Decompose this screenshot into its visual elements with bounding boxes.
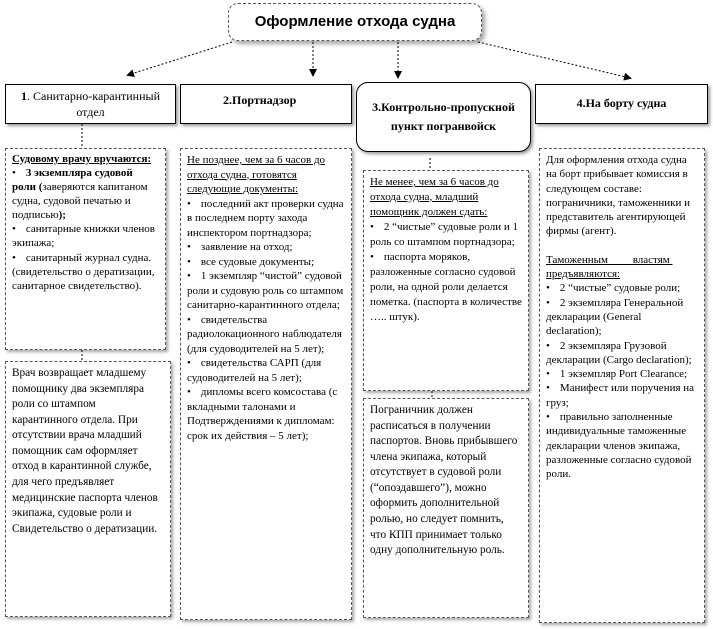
border-item-passports: • паспорта моряков, разложенные согласно судовой роли, на одной роли делается пометка. (паспорта в количестве ….. штук). <box>370 250 522 325</box>
header-sanitary <box>5 84 176 124</box>
sanitary-doctor-return-text: Врач возвращает младшему помощнику два экземпляра роли со штампом карантинного отдела. При отсутствии врача младший помощник сам оформляет отход в карантинной службе, для чего предъявляет медицинские паспорта членов экипажа, судовые роли и Свидетельство о дератизации. <box>12 367 158 535</box>
port-item-ship-documents: • все судовые документы; <box>187 255 345 270</box>
onboard-intro: Для оформления отхода судна на борт прибывает комиссия в следующем составе: пограничники, таможенники и представитель агентирующей фирмы (агент). <box>546 154 690 238</box>
onboard-commission-box <box>539 148 705 623</box>
border-intro: Не менее, чем за 6 часов до отхода судна, младший помощник должен сдать: <box>370 176 499 218</box>
header-onboard-label: 4.На борту судна <box>576 96 667 111</box>
border-guard-box <box>363 398 529 618</box>
border-documents-box <box>363 170 529 391</box>
sanitary-heading: Судовому врачу вручаются: <box>12 153 152 165</box>
header-sanitary-label: . Санитарно-карантинный отдел <box>26 88 161 119</box>
header-border-label: 3.Контрольно-пропускной пункт погранвойск <box>372 99 515 133</box>
port-item-radar-certificates: • свидетельства радиолокационного наблюдателя (для судоводителей на 5 лет); <box>187 313 345 357</box>
sanitary-doctor-return-box <box>5 361 171 617</box>
sanitary-item-journal: • санитарный журнал судна. (свидетельство о дератизации, санитарное свидетельство). <box>12 251 159 293</box>
customs-item-port-clearance: • 1 экземпляр Port Clearance; <box>546 367 698 381</box>
sanitary-item-health-books: • санитарные книжки членов экипажа; <box>12 222 159 250</box>
customs-item-cargo-declaration: • 2 экземпляра Грузовой декларации (Cargo declaration); <box>546 339 698 368</box>
port-item-inspection-act: • последний акт проверки судна в последнем порту захода инспектором портнадзора; <box>187 197 345 241</box>
customs-item-crew-lists: • 2 “чистые” судовые роли; <box>546 281 698 295</box>
header-border <box>356 82 531 152</box>
port-item-arpa-certificates: • свидетельства САРП (для судоводителей на 5 лет); <box>187 356 345 385</box>
port-item-diplomas: • дипломы всего комсостава (с вкладными талонами и Подтверждениями к дипломам: срок их действия – 5 лет); <box>187 385 345 443</box>
header-onboard <box>535 84 708 124</box>
port-documents-box <box>180 148 352 620</box>
customs-item-individual-declarations: • правильно заполненные индивидуальные таможенные декларации членов экипажа, разложенные согласно судовой роли. <box>546 410 698 481</box>
header-port <box>180 84 352 124</box>
sanitary-item-1-bold: 3 экземпляра судовой роли ( <box>12 167 133 194</box>
sanitary-item-1-tail: ); <box>58 209 66 222</box>
port-item-crew-list: • 1 экземпляр “чистой” судовой роли и судовую роль со штампом санитарно-карантинного отдела; <box>187 269 345 313</box>
port-intro: Не позднее, чем за 6 часов до отхода судна, готовятся следующие документы: <box>187 154 326 196</box>
customs-item-manifest: • Манифест или поручения на груз; <box>546 381 698 410</box>
customs-heading: Таможенным властям предъявляются: <box>546 253 673 281</box>
header-port-label: 2.Портнадзор <box>223 93 297 107</box>
sanitary-item-crew-list <box>12 166 159 222</box>
border-guard-text: Пограничник должен расписаться в получении паспортов. Вновь прибывшего члена экипажа, который отсутствует в судовой роли (“опоздавшего”), можно оформить дополнительной ролью, но следует помнить, что КПП принимает только одну дополнительную роль. <box>370 404 518 557</box>
header-sanitary-num: 1 <box>20 88 27 103</box>
customs-item-general-declaration: • 2 экземпляра Генеральной декларации (General declaration); <box>546 296 698 339</box>
port-item-departure-application: • заявление на отход; <box>187 240 345 255</box>
sanitary-documents-box <box>5 148 166 350</box>
border-item-crew-lists: • 2 “чистые” судовые роли и 1 роль со штампом портнадзора; <box>370 220 522 250</box>
diagram-title: Оформление отхода судна <box>228 3 482 41</box>
sanitary-item-1-text: заверяются капитаном судна, судовой печатью и подписью <box>12 181 148 222</box>
